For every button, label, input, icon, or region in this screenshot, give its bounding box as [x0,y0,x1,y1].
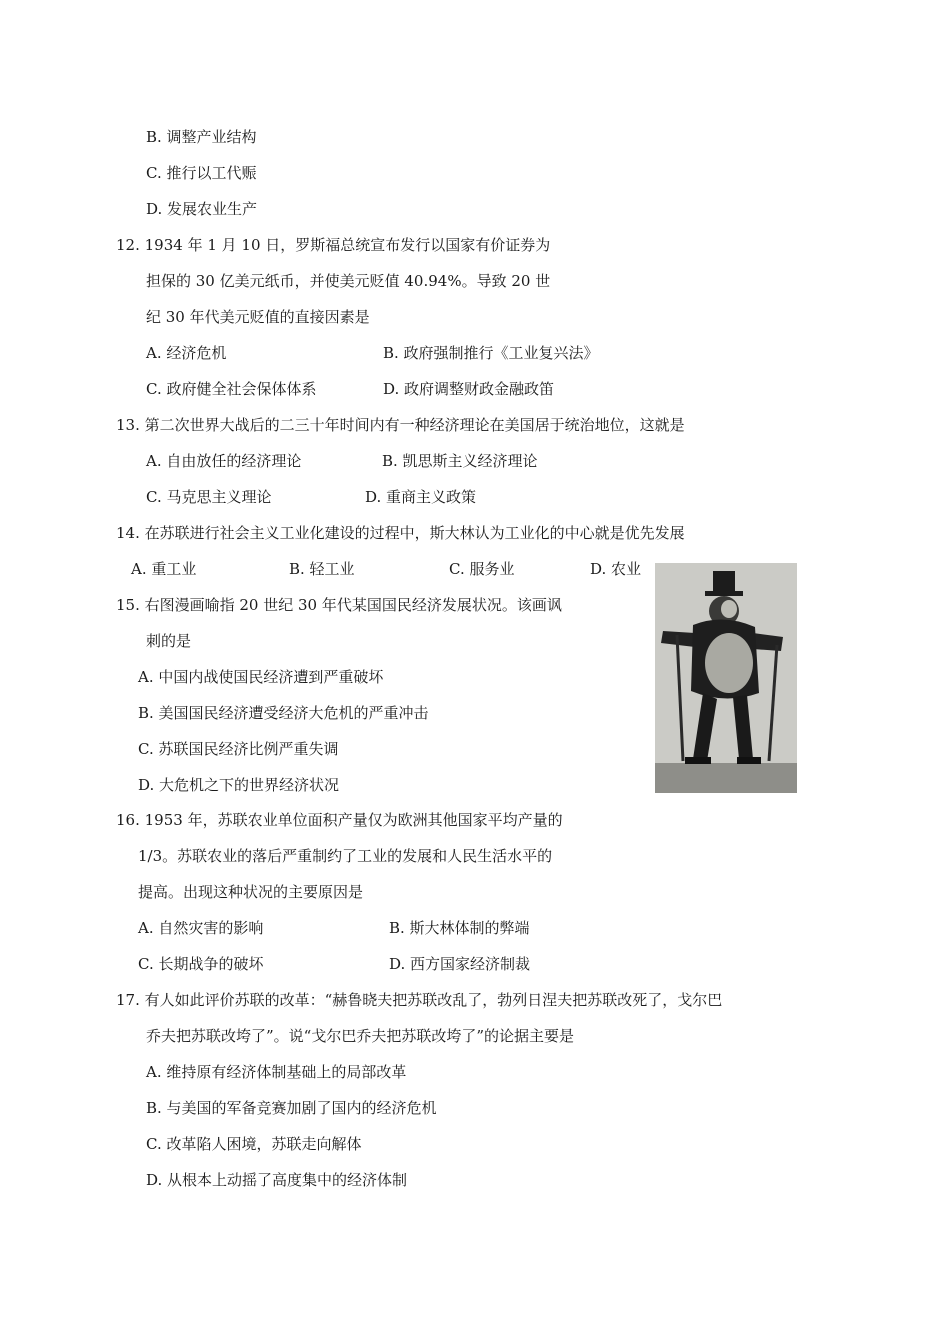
q16-option-a: A. 自然灾害的影响 [138,919,264,937]
q15-stem-line1: 15. 右图漫画喻指 20 世纪 30 年代某国国民经济发展状况。该画讽 [116,596,562,614]
q13-option-a: A. 自由放任的经济理论 [146,452,302,470]
q13-option-c: C. 马克思主义理论 [146,488,272,506]
q16-option-b: B. 斯大林体制的弊端 [389,919,530,937]
q12-stem-line1: 12. 1934 年 1 月 10 日，罗斯福总统宣布发行以国家有价证券为 [116,236,551,254]
q12-stem-line2: 担保的 30 亿美元纸币，并使美元贬值 40.94%。导致 20 世 [146,272,551,290]
q14-option-d: D. 农业 [590,560,642,578]
q13-option-b: B. 凯思斯主义经济理论 [382,452,538,470]
q16-stem-line3: 提高。出现这种状况的主要原因是 [138,883,364,901]
q11-option-b: B. 调整产业结构 [146,128,257,146]
q15-option-d: D. 大危机之下的世界经济状况 [138,776,340,794]
q12-option-c: C. 政府健全社会保体体系 [146,380,317,398]
q14-option-b: B. 轻工业 [289,560,355,578]
q11-option-c: C. 推行以工代赈 [146,164,257,182]
q17-option-d: D. 从根本上动摇了高度集中的经济体制 [146,1171,408,1189]
cartoon-illustration [655,563,797,793]
q17-option-a: A. 维持原有经济体制基础上的局部改革 [146,1063,407,1081]
q15-option-b: B. 美国国民经济遭受经济大危机的严重冲击 [138,704,429,722]
q14-option-a: A. 重工业 [131,560,197,578]
q13-option-d: D. 重商主义政策 [365,488,477,506]
q12-stem-line3: 纪 30 年代美元贬值的直接因素是 [146,308,370,326]
q17-stem-line2: 乔夫把苏联改垮了”。说“戈尔巴乔夫把苏联改垮了”的论据主要是 [146,1027,575,1045]
q12-option-d: D. 政府调整财政金融政笛 [383,380,555,398]
q16-stem-line2: 1/3。苏联农业的落后严重制约了工业的发展和人民生活水平的 [138,847,553,865]
q16-option-c: C. 长期战争的破坏 [138,955,264,973]
q14-stem: 14. 在苏联进行社会主义工业化建设的过程中，斯大林认为工业化的中心就是优先发展 [116,524,685,542]
q11-option-d: D. 发展农业生产 [146,200,258,218]
q14-option-c: C. 服务业 [449,560,515,578]
q15-stem-line2: 刺的是 [146,632,192,650]
q17-option-b: B. 与美国的军备竞赛加剧了国内的经济危机 [146,1099,437,1117]
q17-option-c: C. 改革陷人困境，苏联走向解体 [146,1135,362,1153]
q17-stem-line1: 17. 有人如此评价苏联的改革：“赫鲁晓夫把苏联改乱了，勃列日涅夫把苏联改死了，戈尔巴 [116,991,723,1009]
q15-option-c: C. 苏联国民经济比例严重失调 [138,740,339,758]
q16-stem-line1: 16. 1953 年，苏联农业单位面积产量仅为欧洲其他国家平均产量的 [116,811,563,829]
q16-option-d: D. 西方国家经济制裁 [389,955,531,973]
q12-option-b: B. 政府强制推行《工业复兴法》 [383,344,599,362]
q13-stem: 13. 第二次世界大战后的二三十年时间内有一种经济理论在美国居于统治地位，这就是 [116,416,685,434]
q12-option-a: A. 经济危机 [146,344,227,362]
q15-option-a: A. 中国内战使国民经济遭到严重破坏 [138,668,384,686]
